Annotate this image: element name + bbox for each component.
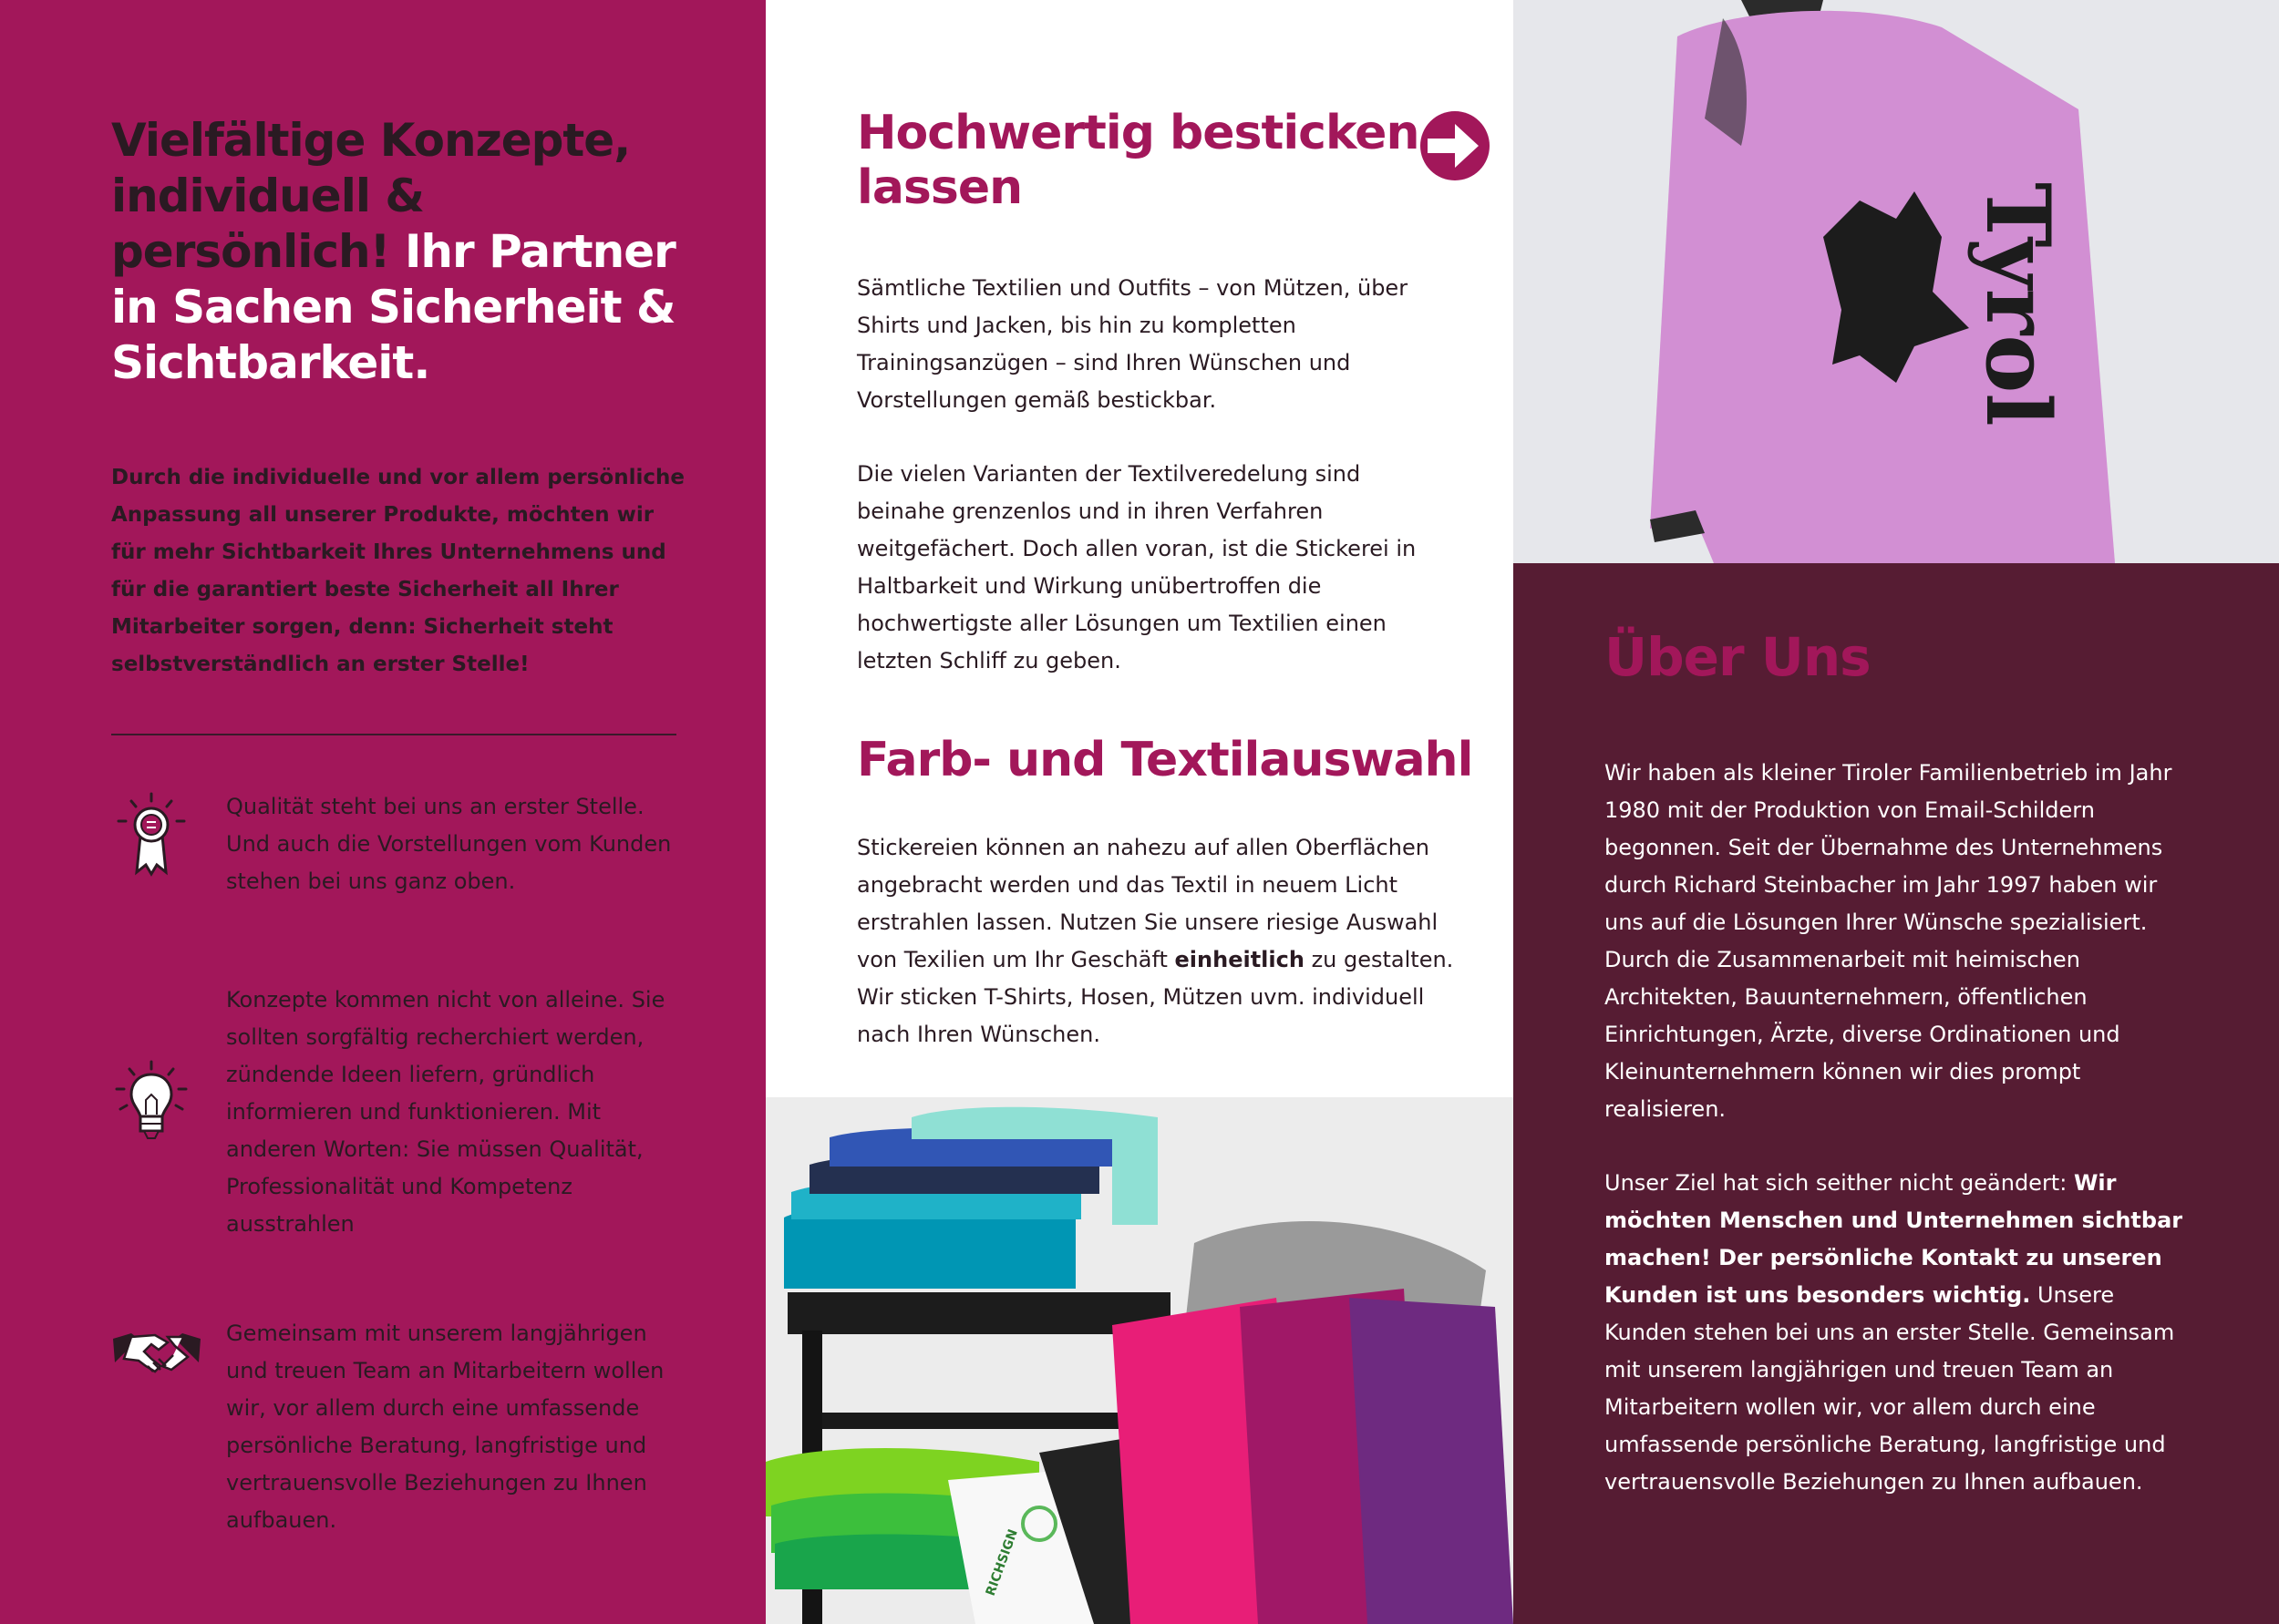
about-paragraph-1: Wir haben als kleiner Tiroler Familienbetrieb im Jahr 1980 mit der Produktion von Email-Schildern begonnen. Seit der Übernahme des Unternehmens durch Richard Steinbacher im Jahr 1997 haben wir uns auf die Lösungen Ihrer Wünsche spezialisiert. Durch die Zusammenarbeit mit heimischen Architekten, Bauunternehmern, öffentlichen Einrichtungen, Ärzte, diverse Ordinationen und Kleinunternehmern können wir dies prompt realisieren. — [1604, 760, 2172, 1122]
headline-dark: Vielfältige Konzepte, individuell & persönlich! — [111, 114, 631, 278]
intro-text: Durch die individuelle und vor allem persönliche Anpassung all unserer Produkte, möchten wir für mehr Sichtbarkeit Ihres Unternehmens und für die garantiert beste Sicherheit all Ihrer Mitarbeiter sorgen, denn: Sicherheit steht selbstverständlich an erster Stelle! — [111, 466, 685, 676]
embroidery-paragraph-1: Sämtliche Textilien und Outfits – von Mützen, über Shirts und Jacken, bis hin zu kompletten Trainingsanzügen – sind Ihren Wünschen und Vorstellungen gemäß bestickbar. — [857, 275, 1408, 413]
color-selection-text-a: Stickereien können an nahezu auf allen Oberflächen angebracht werden und das Textil in neuem Licht erstrahlen lassen. Nutzen Sie unsere riesige Auswahl von Texilien um Ihr Geschäft — [857, 835, 1439, 972]
left-panel — [0, 0, 766, 1624]
about-text-a: Unser Ziel hat sich seither nicht geändert: — [1604, 1170, 2074, 1196]
embroidery-paragraph-2: Die vielen Varianten der Textilveredelung sind beinahe grenzenlos und in ihren Verfahren weitgefächert. Doch allen voran, ist die Stickerei in Haltbarkeit und Wirkung unübertroffen die hochwertigste aller Lösungen um Textilien einen letzten Schliff zu geben. — [857, 461, 1417, 673]
about-bold: Wir möchten Menschen und Unternehmen sichtbar machen! Der persönliche Kontakt zu unseren Kunden ist uns besonders wichtig. — [1604, 1170, 2183, 1308]
color-selection-title: Farb- und Textilauswahl — [857, 733, 1473, 787]
folded-polo-shirts-photo — [766, 1097, 1513, 1624]
color-selection-text-b: zu gestalten. Wir sticken T-Shirts, Hosen, Mützen uvm. individuell nach Ihren Wünschen. — [857, 947, 1454, 1047]
feature-concepts-text: Konzepte kommen nicht von alleine. Sie sollten sorgfältig recherchiert werden, zündende Ideen liefern, gründlich informieren und funktionieren. Mit anderen Worten: Sie müssen Qualität, Professionalität und Kompetenz ausstrahlen — [226, 987, 665, 1237]
middle-panel — [766, 0, 1513, 1624]
headline-light: Ihr Partner in Sachen Sicherheit & Sichtbarkeit. — [111, 225, 675, 389]
award-ribbon-icon — [111, 788, 202, 879]
handshake-icon — [111, 1308, 202, 1399]
feature-team-text: Gemeinsam mit unserem langjährigen und treuen Team an Mitarbeitern wollen wir, vor allem durch eine umfassende persönliche Beratung, langfristige und vertrauensvolle Beziehungen zu Ihnen aufbauen. — [226, 1321, 665, 1533]
feature-quality-text: Qualität steht bei uns an erster Stelle. Und auch die Vorstellungen vom Kunden stehen bei uns ganz oben. — [226, 794, 672, 894]
about-text-b: Unsere Kunden stehen bei uns an erster Stelle. Gemeinsam mit unserem langjährigen und treuen Team an Mitarbeitern wollen wir, vor allem durch eine umfassende persönliche Beratung, langfristige und vertrauensvolle Beziehungen zu Ihnen aufbauen. — [1604, 1282, 2175, 1495]
about-paragraph-2 — [1604, 1165, 2197, 1501]
color-selection-paragraph — [857, 829, 1459, 1054]
color-selection-bold: einheitlich — [1174, 947, 1304, 972]
divider — [111, 734, 676, 735]
hoodie-print-text: Tyrol — [1966, 182, 2069, 427]
headline — [111, 113, 704, 391]
arrow-right-circle-icon[interactable] — [1418, 109, 1491, 182]
about-panel — [1513, 563, 2279, 1624]
lightbulb-icon — [111, 1060, 202, 1151]
shirt-print-text: RICHSIGN — [983, 1527, 1021, 1598]
about-title: Über Uns — [1604, 626, 1871, 688]
embroidery-title: Hochwertig besticken lassen — [857, 106, 1419, 215]
tyrol-hoodie-photo — [1513, 0, 2279, 563]
